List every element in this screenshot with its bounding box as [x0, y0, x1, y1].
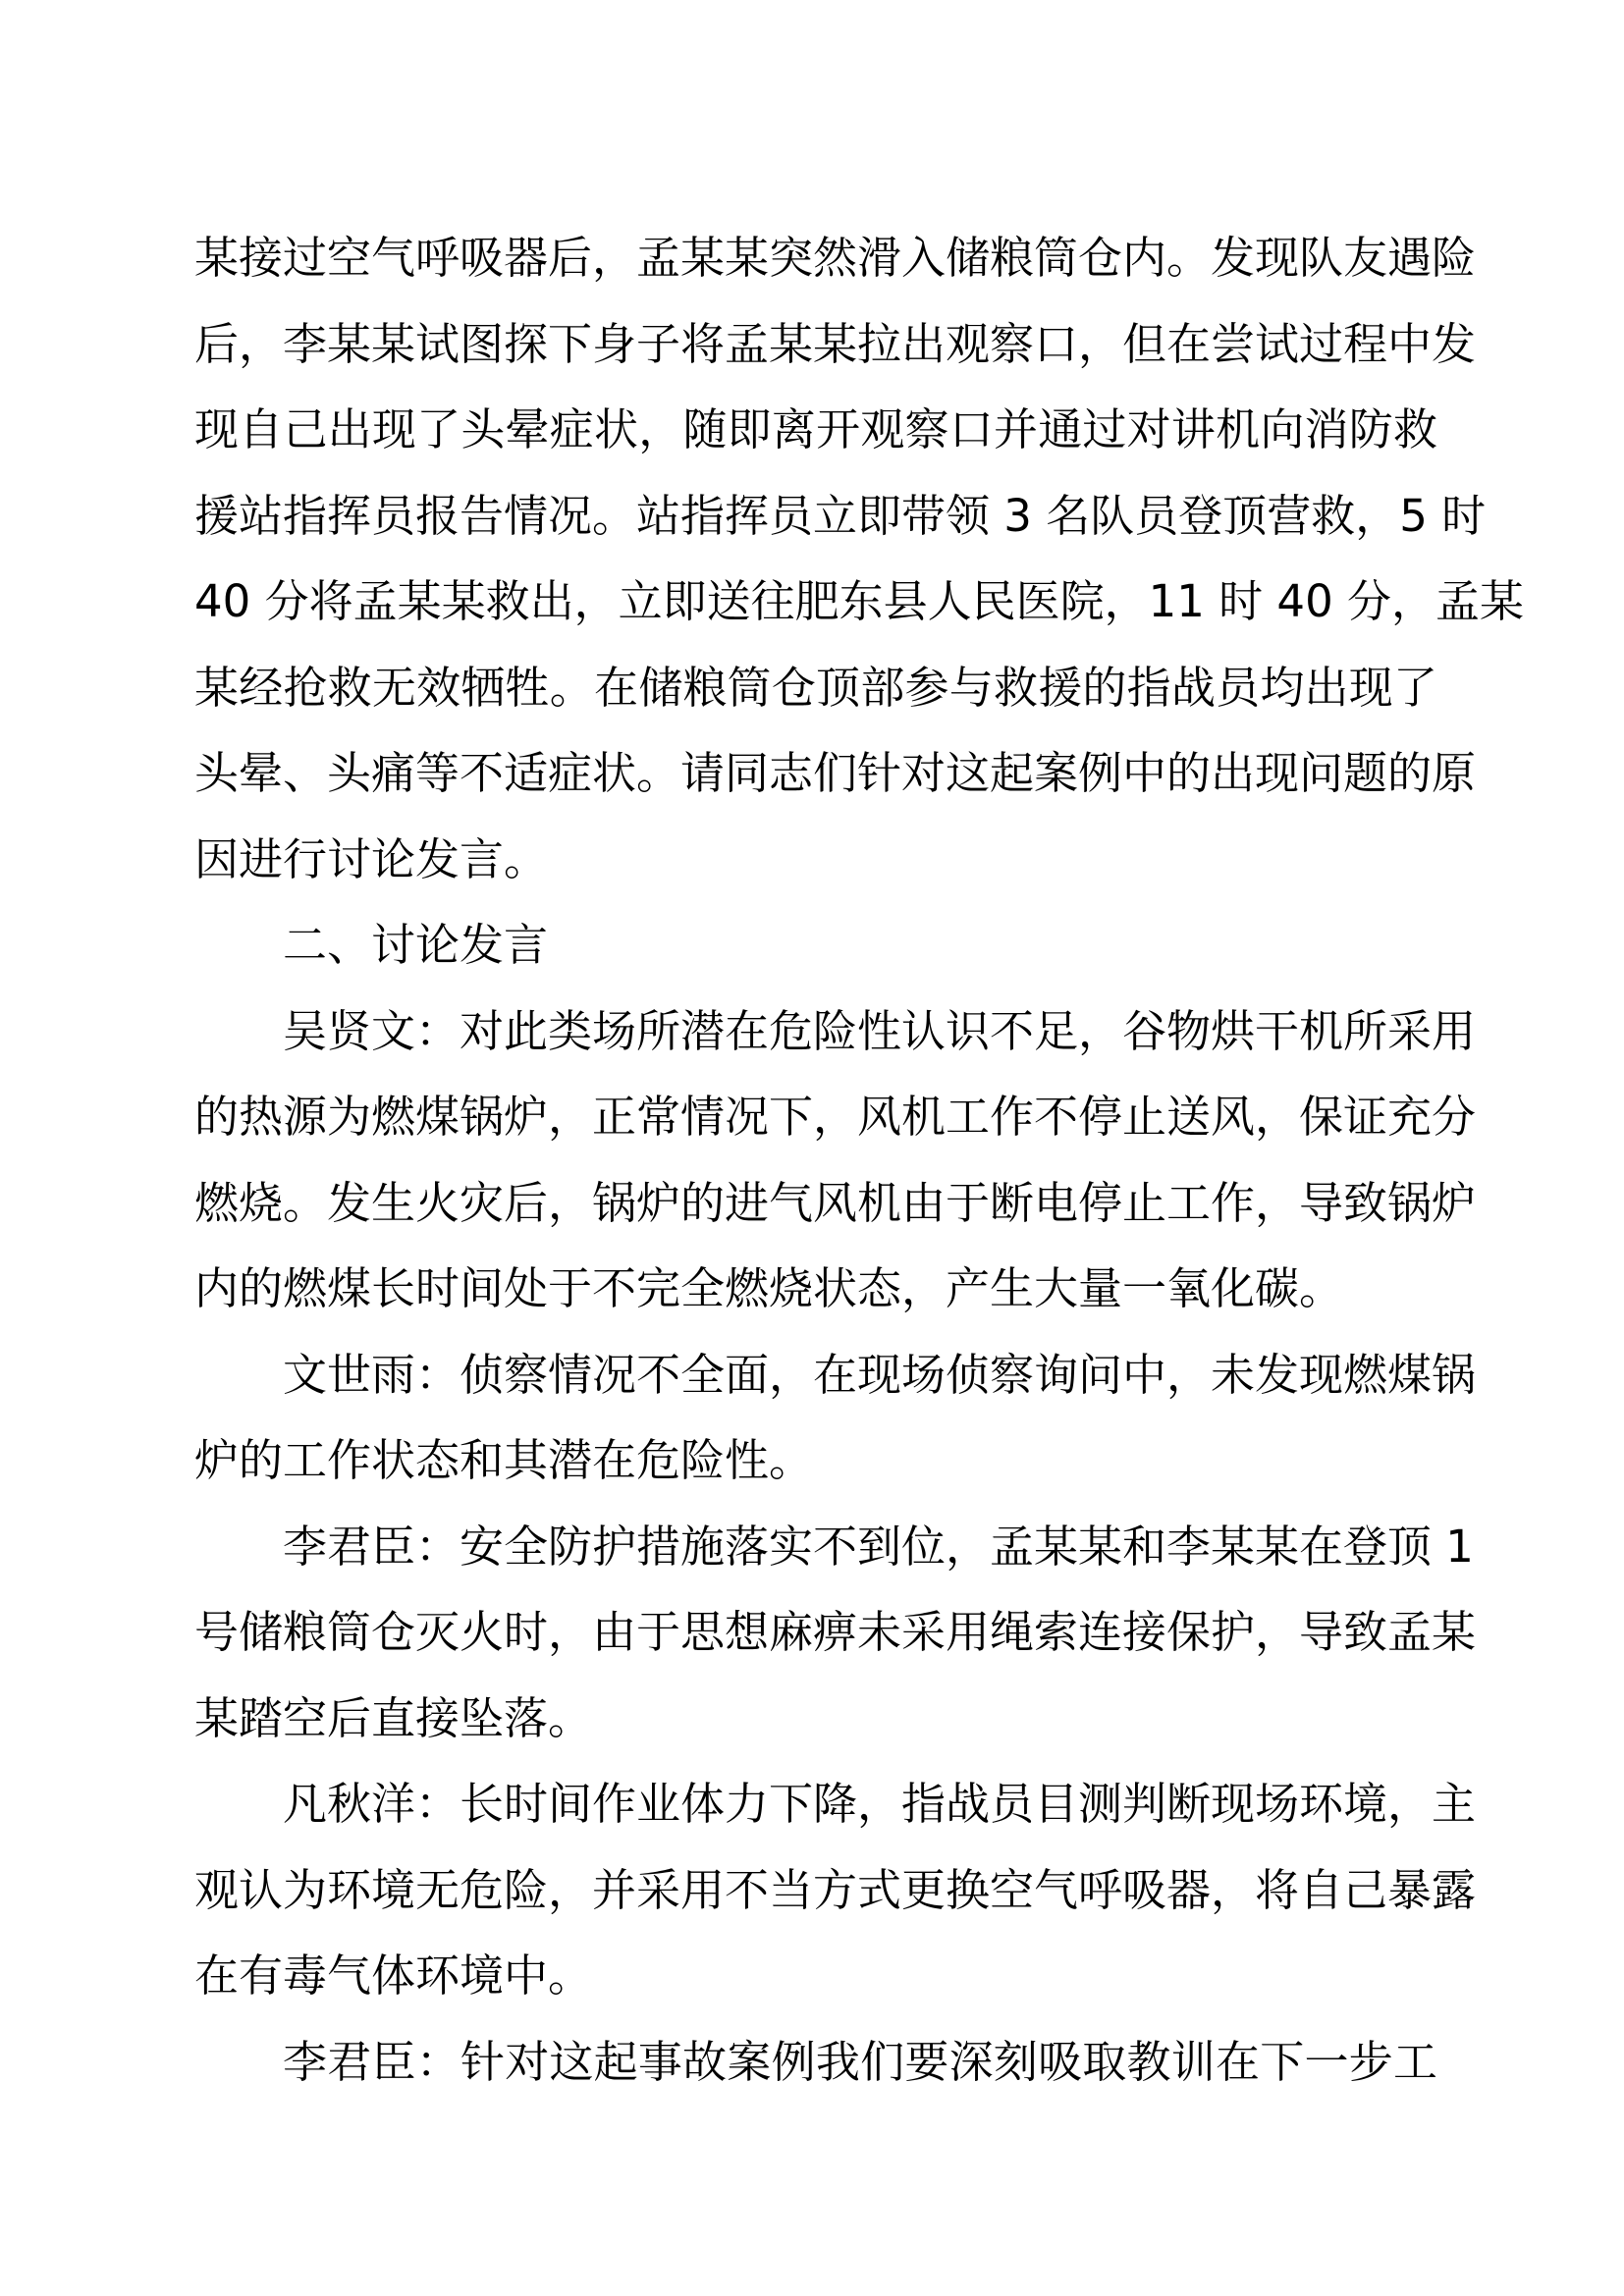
text-line: 40 分将孟某某救出，立即送往肥东县人民医院，11 时 40 分，孟某 — [194, 575, 1525, 627]
text-line: 某接过空气呼吸器后，孟某某突然滑入储粮筒仓内。发现队友遇险 — [194, 232, 1477, 284]
text-line: 燃烧。发生火灾后，锅炉的进气风机由于断电停止工作，导致锅炉 — [194, 1176, 1477, 1229]
text-line: 号储粮筒仓灭火时，由于思想麻痹未采用绳索连接保护，导致孟某 — [194, 1606, 1477, 1658]
text-line: 凡秋洋：长时间作业体力下降，指战员目测判断现场环境，主 — [283, 1778, 1477, 1830]
text-line: 现自己出现了头晕症状，随即离开观察口并通过对讲机向消防救 — [194, 403, 1437, 455]
text-line: 因进行讨论发言。 — [194, 832, 549, 885]
text-line: 李君臣：安全防护措施落实不到位，孟某某和李某某在登顶 1 — [283, 1520, 1474, 1573]
text-line: 某经抢救无效牺牲。在储粮筒仓顶部参与救援的指战员均出现了 — [194, 661, 1437, 714]
text-line: 的热源为燃煤锅炉，正常情况下，风机工作不停止送风，保证充分 — [194, 1091, 1477, 1143]
section-heading: 二、讨论发言 — [283, 919, 549, 971]
text-line: 在有毒气体环境中。 — [194, 1949, 593, 2002]
text-line: 文世雨：侦察情况不全面，在现场侦察询问中，未发现燃煤锅 — [283, 1348, 1477, 1401]
text-line: 观认为环境无危险，并采用不当方式更换空气呼吸器，将自己暴露 — [194, 1863, 1477, 1916]
text-line: 后，李某某试图探下身子将孟某某拉出观察口，但在尝试过程中发 — [194, 317, 1477, 370]
text-line: 援站指挥员报告情况。站指挥员立即带领 3 名队员登顶营救，5 时 — [194, 489, 1487, 542]
text-line: 头晕、头痛等不适症状。请同志们针对这起案例中的出现问题的原 — [194, 747, 1477, 799]
text-line: 内的燃煤长时间处于不完全燃烧状态，产生大量一氧化碳。 — [194, 1262, 1344, 1314]
document-body — [194, 215, 1525, 2105]
text-line: 某踏空后直接坠落。 — [194, 1691, 593, 1744]
text-line: 吴贤文：对此类场所潜在危险性认识不足，谷物烘干机所采用 — [283, 1004, 1477, 1057]
text-line: 李君臣：针对这起事故案例我们要深刻吸取教训在下一步工 — [283, 2035, 1437, 2088]
text-line: 炉的工作状态和其潜在危险性。 — [194, 1434, 814, 1486]
